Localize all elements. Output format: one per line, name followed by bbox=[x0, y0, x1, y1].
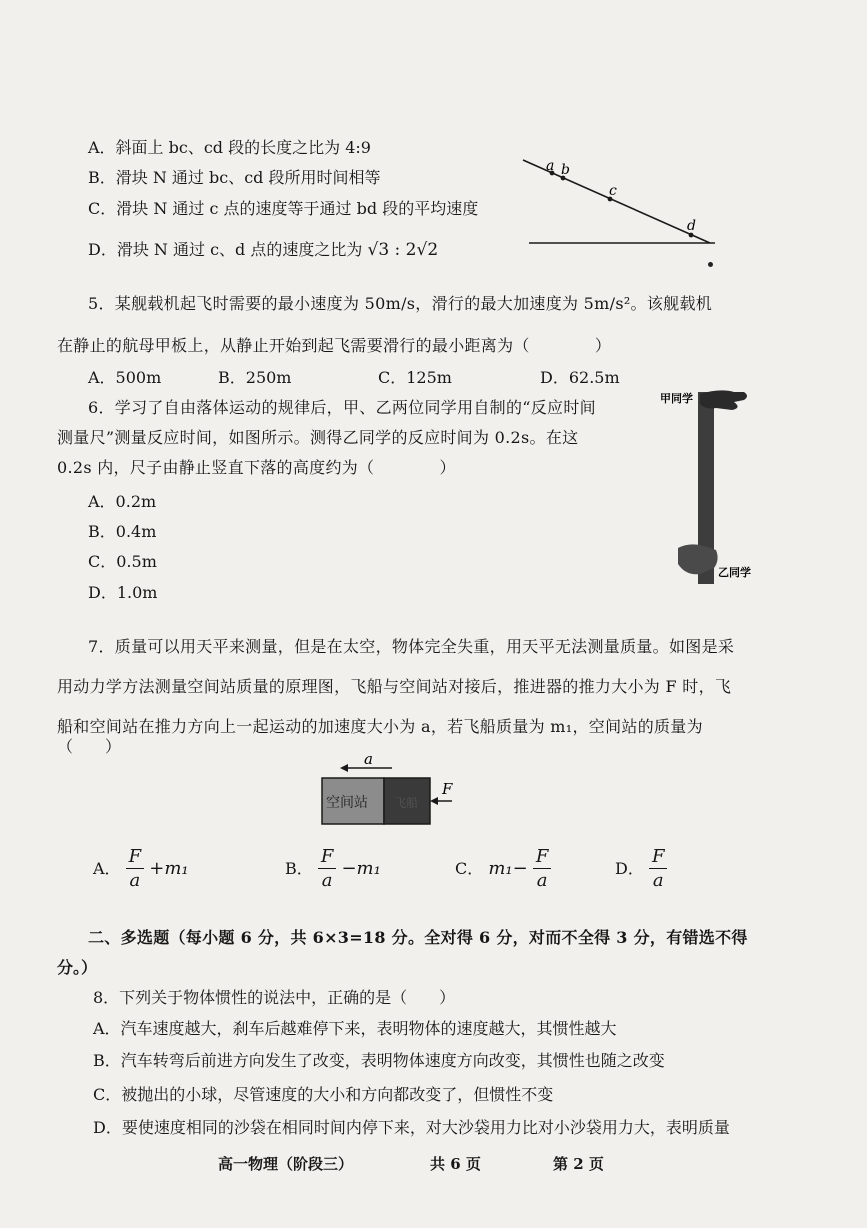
label-c: c bbox=[609, 183, 617, 199]
q6-stem-line3: 0.2s 内，尺子由静止竖直下落的高度约为（ ） bbox=[57, 458, 456, 477]
section2-heading-line1: 二、多选题（每小题 6 分，共 6×3=18 分。全对得 6 分，对而不全得 3 分，有错选不得 bbox=[88, 928, 748, 947]
footer-total-pages: 共 6 页 bbox=[430, 1155, 481, 1173]
q7-option-d: D． $\frac{F}{a}$ bbox=[615, 846, 667, 893]
incline-figure bbox=[515, 150, 725, 260]
q4-option-a: A．斜面上 bc、cd 段的长度之比为 4:9 bbox=[88, 138, 371, 157]
q5-stem-line2: 在静止的航母甲板上，从静止开始到起飞需要滑行的最小距离为（ ） bbox=[57, 336, 612, 355]
q6-option-c: C．0.5m bbox=[88, 552, 157, 571]
q5-option-a: A．500m bbox=[88, 368, 162, 387]
footer-subject: 高一物理（阶段三） bbox=[218, 1155, 354, 1173]
q4-option-d bbox=[88, 240, 438, 260]
print-speck bbox=[708, 262, 713, 267]
q4-option-d-prefix: D．滑块 N 通过 c、d 点的速度之比为 bbox=[88, 240, 363, 259]
label-a: a bbox=[546, 158, 555, 174]
q7-option-b: B． $\frac{F}{a}$ −m₁ bbox=[285, 846, 381, 891]
q7-option-a: A． $\frac{F}{a}$ +m₁ bbox=[93, 846, 189, 891]
label-yi: 乙同学 bbox=[718, 566, 751, 579]
label-F: F bbox=[442, 780, 453, 798]
q8-stem: 8．下列关于物体惯性的说法中，正确的是（ ） bbox=[93, 988, 456, 1007]
q7-option-c: C． m₁− $\frac{F}{a}$ bbox=[455, 846, 551, 893]
q5-stem-line1: 5．某舰载机起飞时需要的最小速度为 50m/s，滑行的最大加速度为 5m/s²。该舰载机 bbox=[88, 294, 713, 313]
q8-option-b: B．汽车转弯后前进方向发生了改变，表明物体速度方向改变，其惯性也随之改变 bbox=[93, 1051, 665, 1070]
q6-option-a: A．0.2m bbox=[88, 492, 157, 511]
reaction-ruler-figure bbox=[660, 388, 770, 588]
q6-stem-line1: 6．学习了自由落体运动的规律后，甲、乙两位同学用自制的“反应时间 bbox=[88, 398, 596, 417]
section2-heading-line2: 分。） bbox=[57, 958, 98, 977]
q5-option-d: D．62.5m bbox=[540, 368, 620, 387]
label-jia: 甲同学 bbox=[660, 392, 693, 405]
q8-option-a: A．汽车速度越大，刹车后越难停下来，表明物体的速度越大，其惯性越大 bbox=[93, 1019, 617, 1038]
q5-option-b: B．250m bbox=[218, 368, 292, 387]
q6-option-d: D．1.0m bbox=[88, 583, 158, 602]
ship-label: 飞船 bbox=[394, 796, 419, 810]
q4-option-d-ratio: √3 : 2√2 bbox=[367, 240, 439, 260]
q6-stem-line2: 测量尺”测量反应时间，如图所示。测得乙同学的反应时间为 0.2s。在这 bbox=[57, 428, 579, 447]
station-label: 空间站 bbox=[326, 795, 368, 811]
label-d: d bbox=[687, 218, 696, 234]
space-station-figure bbox=[318, 750, 478, 830]
q5-option-c: C．125m bbox=[378, 368, 452, 387]
q7-stem-line3: 船和空间站在推力方向上一起运动的加速度大小为 a，若飞船质量为 m₁，空间站的质量为 bbox=[57, 717, 703, 736]
q4-option-c: C．滑块 N 通过 c 点的速度等于通过 bd 段的平均速度 bbox=[88, 199, 479, 218]
footer-page-number: 第 2 页 bbox=[553, 1155, 604, 1173]
q6-option-b: B．0.4m bbox=[88, 522, 157, 541]
q8-option-c: C．被抛出的小球，尽管速度的大小和方向都改变了，但惯性不变 bbox=[93, 1085, 554, 1104]
q7-stem-line2: 用动力学方法测量空间站质量的原理图，飞船与空间站对接后，推进器的推力大小为 F 时，飞 bbox=[57, 677, 732, 696]
q4-option-b: B．滑块 N 通过 bc、cd 段所用时间相等 bbox=[88, 168, 381, 187]
label-b: b bbox=[561, 162, 570, 178]
label-a-accel: a bbox=[364, 750, 373, 768]
q7-stem-line1: 7．质量可以用天平来测量，但是在太空，物体完全失重，用天平无法测量质量。如图是采 bbox=[88, 637, 735, 656]
top-hand-icon bbox=[700, 390, 747, 410]
q8-option-d: D．要使速度相同的沙袋在相同时间内停下来，对大沙袋用力比对小沙袋用力大，表明质量 bbox=[93, 1118, 730, 1137]
q7-stem-line4: （ ） bbox=[57, 737, 122, 756]
